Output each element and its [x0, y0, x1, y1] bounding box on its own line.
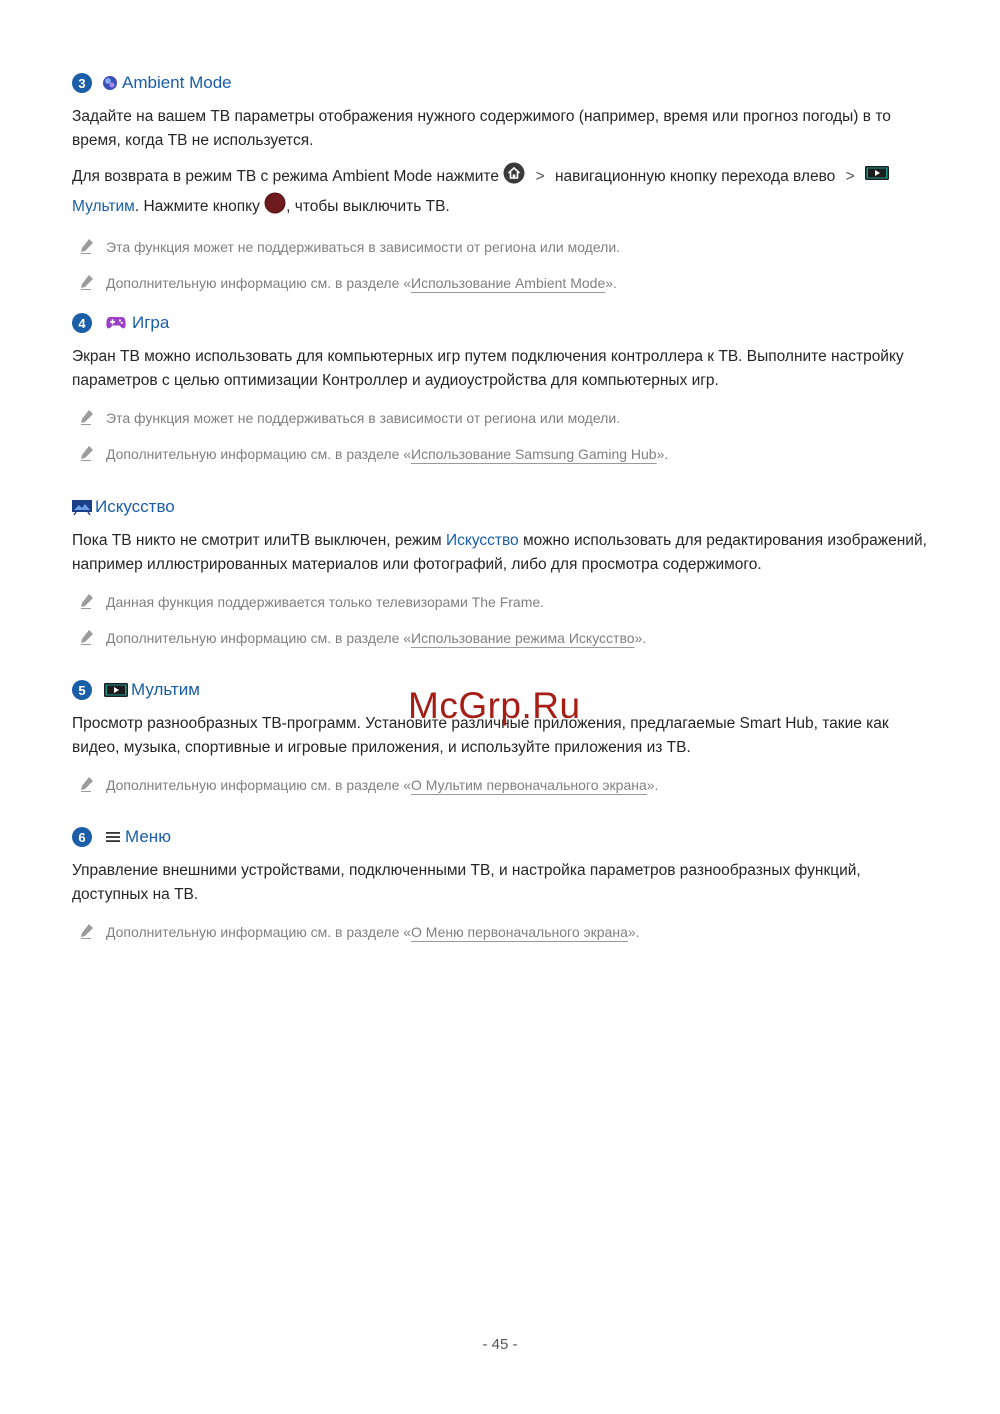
- section-ambient-mode: [72, 70, 932, 293]
- pencil-note-icon: [80, 409, 94, 425]
- note: [72, 592, 932, 612]
- section-art: [72, 494, 932, 648]
- note-text: [106, 922, 640, 942]
- text-run: Пока ТВ никто не смотрит илиТВ выключен, режим: [72, 532, 442, 549]
- multim-icon: [865, 165, 889, 189]
- section-heading: [72, 824, 932, 850]
- step-number-badge: 4: [72, 313, 92, 333]
- section-title: Ambient Mode: [122, 73, 232, 92]
- pencil-note-icon: [80, 445, 94, 461]
- paragraph: Задайте на вашем ТВ параметры отображения нужного содержимого (например, время или прогноз погоды) в то время, когда ТВ не используется.: [72, 108, 891, 149]
- note-prefix: Дополнительную информацию см. в разделе «: [106, 275, 412, 291]
- reference-link[interactable]: Использование Samsung Gaming Hub: [411, 446, 657, 462]
- note: [72, 444, 932, 464]
- note-prefix: Дополнительную информацию см. в разделе «: [106, 446, 412, 462]
- note-prefix: Дополнительную информацию см. в разделе «: [106, 777, 412, 793]
- step-number-badge: 3: [72, 73, 92, 93]
- art-frame-icon: [72, 499, 92, 515]
- text-run: , чтобы выключить ТВ.: [286, 198, 450, 216]
- section-menu: [72, 824, 932, 942]
- power-button-icon: [264, 192, 286, 222]
- reference-link[interactable]: Использование Ambient Mode: [411, 275, 606, 291]
- note-text: [106, 273, 617, 293]
- multim-icon: [104, 682, 128, 698]
- note-prefix: Дополнительную информацию см. в разделе «: [106, 924, 412, 940]
- text-run: . Нажмите кнопку: [134, 198, 260, 216]
- section-heading: [72, 70, 932, 96]
- section-title: Искусство: [95, 497, 175, 516]
- art-mode-link[interactable]: Искусство: [445, 532, 519, 549]
- note-text: Данная функция поддерживается только телевизорами The Frame.: [106, 594, 545, 610]
- pencil-note-icon: [80, 923, 94, 939]
- note: [72, 922, 932, 942]
- note: [72, 775, 932, 795]
- multim-link[interactable]: Мультим: [72, 198, 135, 216]
- note-text: [106, 444, 668, 464]
- reference-link[interactable]: О Меню первоначального экрана: [411, 924, 628, 940]
- paragraph: Экран ТВ можно использовать для компьютерных игр путем подключения контроллера к ТВ. Выполните настройку параметров с целью оптимизации Контроллер и аудиоустройства для компьютерных игр.: [72, 348, 904, 389]
- paragraph: [72, 529, 932, 577]
- home-icon: [503, 162, 525, 192]
- page-number: - 45 -: [482, 1336, 518, 1353]
- watermark: McGrp.Ru: [408, 685, 581, 726]
- pencil-note-icon: [80, 776, 94, 792]
- chevron-right-icon: >: [845, 168, 855, 186]
- text-run: можно использовать для редактирования изображений, например иллюстрированных материалов или фотографий, либо для просмотра содержимого.: [72, 532, 927, 573]
- note: [72, 273, 932, 293]
- note-suffix: ».: [646, 777, 659, 793]
- pencil-note-icon: [80, 629, 94, 645]
- step-number-badge: 5: [72, 680, 92, 700]
- step-number-badge: 6: [72, 827, 92, 847]
- section-heading: [72, 494, 932, 520]
- text-run: навигационную кнопку перехода влево: [554, 168, 836, 186]
- note-text: Эта функция может не поддерживаться в зависимости от региона или модели.: [106, 239, 621, 255]
- note-text: [106, 628, 646, 648]
- note-suffix: ».: [627, 924, 640, 940]
- note-text: [106, 775, 658, 795]
- section-title: Мультим: [131, 680, 200, 699]
- reference-link[interactable]: О Мультим первоначального экрана: [411, 777, 647, 793]
- menu-icon: [106, 831, 120, 843]
- note-suffix: ».: [605, 275, 617, 291]
- paragraph: Просмотр разнообразных ТВ-программ. Установите различные приложения, предлагаемые Smart Hub, такие как видео, музыка, спортивные и игровые приложения, и используйте приложения из ТВ.: [72, 715, 889, 756]
- note: [72, 408, 932, 428]
- reference-link[interactable]: Использование режима Искусство: [411, 630, 635, 646]
- note-text: Эта функция может не поддерживаться в зависимости от региона или модели.: [106, 410, 621, 426]
- section-heading: [72, 310, 932, 336]
- paragraph: [72, 162, 932, 222]
- chevron-right-icon: >: [535, 168, 545, 186]
- pencil-note-icon: [80, 238, 94, 254]
- text-run: Для возврата в режим ТВ с режима Ambient Mode нажмите: [72, 168, 499, 186]
- section-title: Игра: [132, 313, 170, 332]
- note-prefix: Дополнительную информацию см. в разделе «: [106, 630, 412, 646]
- note: [72, 237, 932, 257]
- note-suffix: ».: [634, 630, 647, 646]
- note-suffix: ».: [656, 446, 669, 462]
- ambient-mode-icon: [102, 75, 118, 91]
- paragraph: Управление внешними устройствами, подключенными ТВ, и настройка параметров разнообразных функций, доступных на ТВ.: [72, 862, 861, 903]
- gamepad-icon: [106, 316, 126, 330]
- section-game: [72, 310, 932, 464]
- pencil-note-icon: [80, 593, 94, 609]
- section-title: Меню: [125, 827, 171, 846]
- note: [72, 628, 932, 648]
- pencil-note-icon: [80, 274, 94, 290]
